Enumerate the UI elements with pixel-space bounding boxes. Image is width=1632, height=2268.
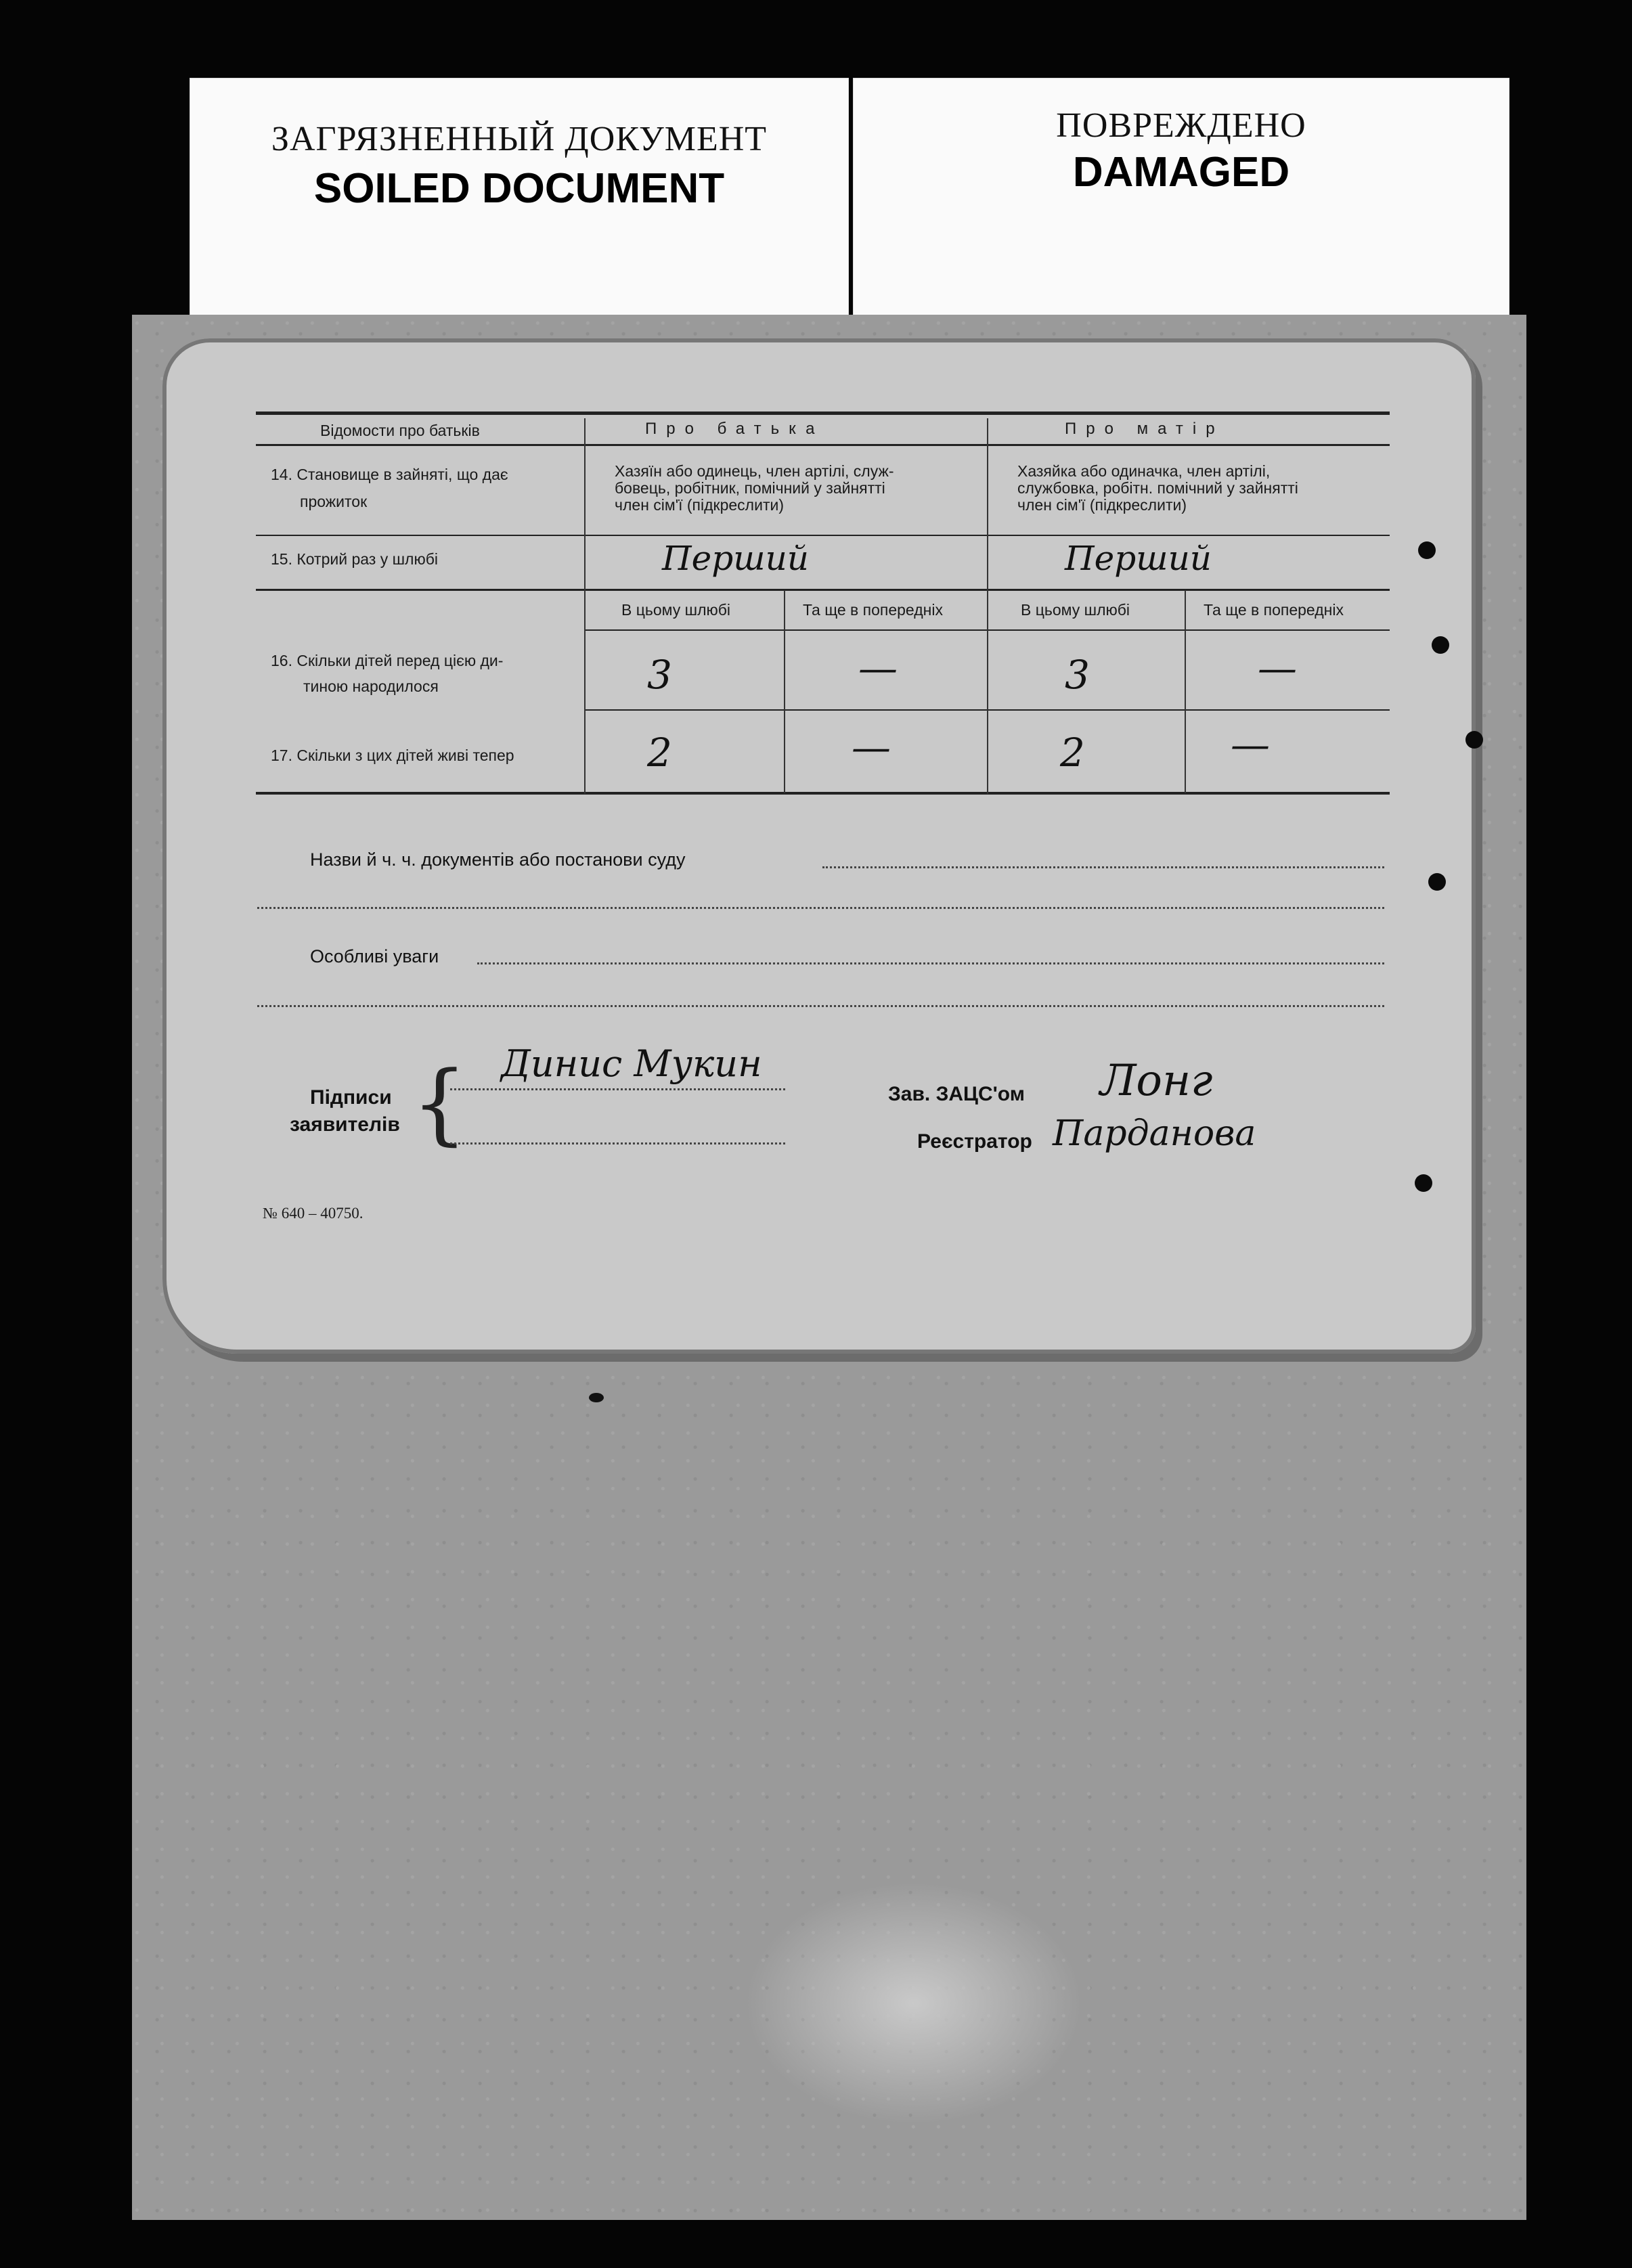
damage-hole (1465, 731, 1483, 749)
table-header-rule (256, 444, 1390, 446)
row17-mother-prev: — (1231, 721, 1270, 768)
registrar-label: Реєстратор (917, 1130, 1032, 1153)
signatures-label-cont: заявителів (290, 1113, 400, 1136)
row14-mother-options-cont: службовка, робітн. помічний у зайнятті (1017, 479, 1298, 497)
row15-father-value: Перший (662, 539, 809, 578)
row14-label-cont: прожиток (300, 493, 368, 510)
subheader-mother-previous: Та ще в попередніх (1204, 601, 1344, 619)
table-top-rule (256, 412, 1390, 415)
row14-father-options-cont: бовець, робітник, помічний у зайнятті (615, 479, 885, 497)
header-about-father: Про батька (645, 420, 824, 438)
soiled-label-en: SOILED DOCUMENT (313, 165, 725, 212)
table-bottom-rule (256, 792, 1390, 795)
head-signature: Лонг (1100, 1056, 1213, 1106)
signature-line (450, 1088, 785, 1090)
row16-father-prev: — (858, 645, 898, 691)
table-column-line (1185, 590, 1186, 793)
damage-hole (1428, 873, 1446, 891)
row17-father-this: 2 (647, 730, 672, 776)
documents-line (257, 907, 1384, 909)
subheader-father-previous: Та ще в попередніх (803, 601, 943, 619)
row14-father-options: Хазяїн або одинець, член артілі, служ- (615, 462, 894, 480)
row16-father-this: 3 (647, 652, 672, 698)
damage-hole (1432, 636, 1449, 654)
header-about-mother: Про матір (1065, 420, 1225, 438)
signatures-label: Підписи (310, 1086, 392, 1109)
damaged-label-en: DAMAGED (1072, 149, 1290, 196)
notes-line (257, 1005, 1384, 1007)
row16-mother-prev: — (1258, 645, 1297, 691)
notes-line (477, 962, 1384, 964)
subheader-father-this-marriage: В цьому шлюбі (621, 601, 731, 619)
row16-label: 16. Скільки дітей перед цією ди- (271, 652, 504, 669)
folder-light-spot (745, 1882, 1083, 2125)
row17-label: 17. Скільки з цих дітей живі тепер (271, 747, 514, 764)
registrar-signature: Парданова (1053, 1113, 1256, 1154)
damaged-label-ru: ПОВРЕЖДЕНО (1056, 106, 1306, 145)
header-parents-info: Відомости про батьків (320, 422, 480, 439)
damaged-document-label (853, 78, 1509, 331)
table-row-rule (256, 535, 1390, 536)
row17-mother-this: 2 (1060, 730, 1085, 776)
signature-line (450, 1142, 785, 1144)
table-column-line (784, 590, 785, 793)
row14-label: 14. Становище в зайняті, що дає (271, 466, 508, 483)
parents-info-table (256, 412, 1390, 794)
signatures-brace: { (412, 1052, 468, 1155)
soiled-document-label (190, 78, 849, 331)
applicant-signature: Динис Мукин (501, 1042, 762, 1085)
documents-label: Назви й ч. ч. документів або постанови суду (310, 849, 686, 870)
row14-mother-options-end: член сім'ї (підкреслити) (1017, 496, 1187, 514)
row16-label-cont: тиною народилося (303, 677, 439, 695)
row14-father-options-end: член сім'ї (підкреслити) (615, 496, 784, 514)
folder-speck (589, 1393, 604, 1402)
damage-hole (1415, 1174, 1432, 1192)
row14-mother-options: Хазяйка або одиначка, член артілі, (1017, 462, 1271, 480)
row15-mother-value: Перший (1065, 539, 1212, 578)
table-column-line (584, 418, 586, 794)
table-column-line (987, 418, 988, 794)
soiled-label-ru: ЗАГРЯЗНЕННЫЙ ДОКУМЕНТ (271, 120, 768, 158)
row16-mother-this: 3 (1065, 652, 1090, 698)
subheader-mother-this-marriage: В цьому шлюбі (1021, 601, 1130, 619)
documents-line (822, 866, 1384, 868)
damage-hole (1418, 541, 1436, 559)
form-number: № 640 – 40750. (263, 1205, 363, 1222)
row17-father-prev: — (852, 724, 891, 770)
notes-label: Особливі уваги (310, 946, 439, 966)
table-row-rule (256, 589, 1390, 591)
head-label: Зав. ЗАЦС'ом (888, 1083, 1025, 1105)
row15-label: 15. Котрий раз у шлюбі (271, 550, 439, 568)
